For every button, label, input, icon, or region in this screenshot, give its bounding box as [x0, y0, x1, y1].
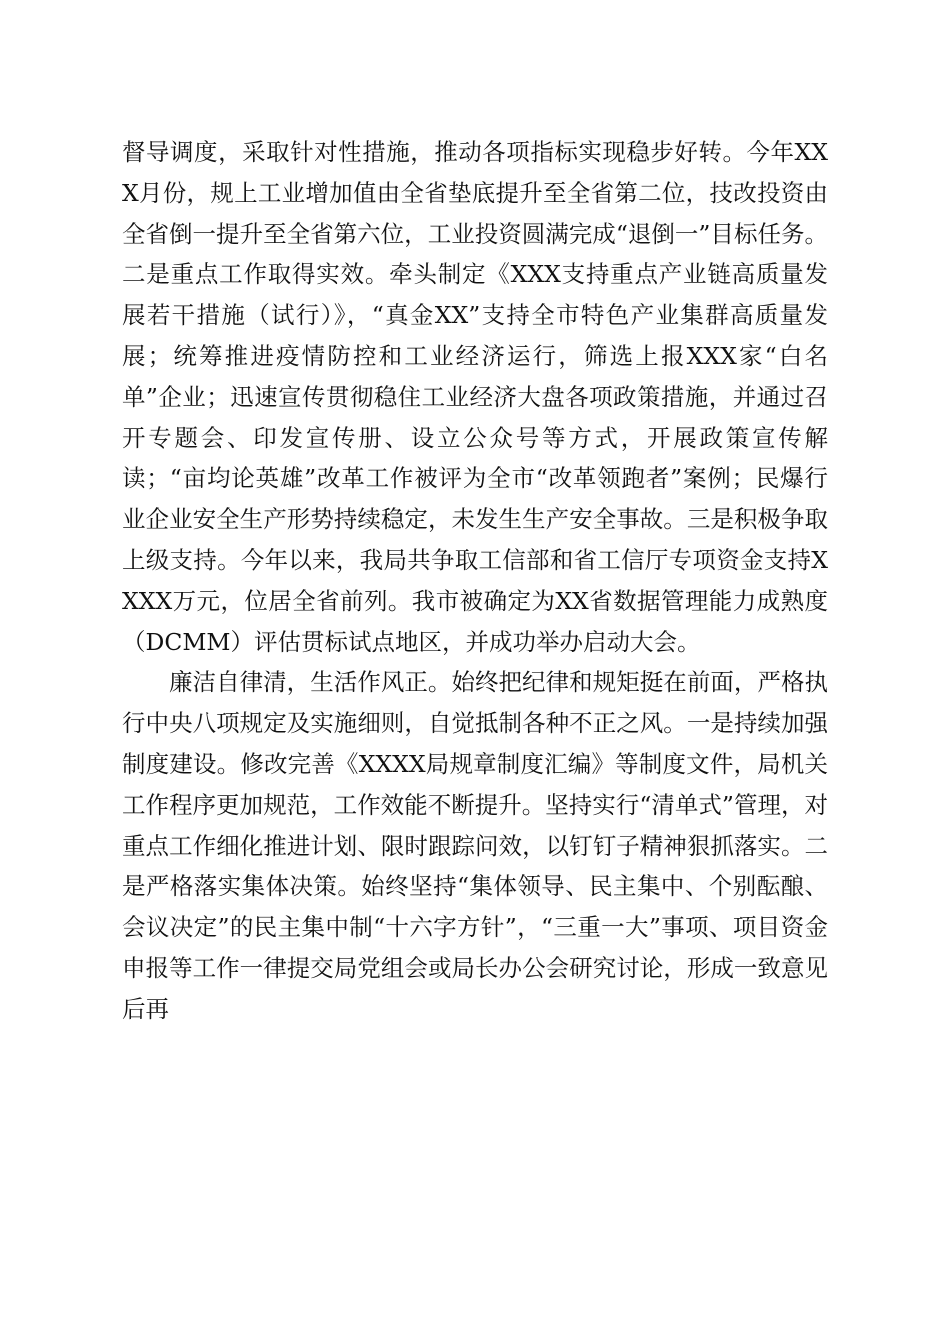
- document-body: [122, 132, 828, 1030]
- paragraph-integrity: 廉洁自律清，生活作风正。始终把纪律和规矩挺在前面，严格执行中央八项规定及实施细则，自觉抵制各种不正之风。一是持续加强制度建设。修改完善《XXXX局规章制度汇编》等制度文件，局机关工作程序更加规范，工作效能不断提升。坚持实行“清单式”管理，对重点工作细化推进计划、限时跟踪问效，以钉钉子精神狠抓落实。二是严格落实集体决策。始终坚持“集体领导、民主集中、个别酝酿、会议决定”的民主集中制“十六字方针”，“三重一大”事项、项目资金申报等工作一律提交局党组会或局长办公会研究讨论，形成一致意见后再: [122, 668, 828, 1023]
- paragraph-continued: 督导调度，采取针对性措施，推动各项指标实现稳步好转。今年XXX月份，规上工业增加值由全省垫底提升至全省第二位，技改投资由全省倒一提升至全省第六位，工业投资圆满完成“退倒一”目标任务。二是重点工作取得实效。牵头制定《XXX支持重点产业链高质量发展若干措施（试行）》，“真金XX”支持全市特色产业集群高质量发展；统筹推进疫情防控和工业经济运行，筛选上报XXX家“白名单”企业；迅速宣传贯彻稳住工业经济大盘各项政策措施，并通过召开专题会、印发宣传册、设立公众号等方式，开展政策宣传解读；“亩均论英雄”改革工作被评为全市“改革领跑者”案例；民爆行业企业安全生产形势持续稳定，未发生生产安全事故。三是积极争取上级支持。今年以来，我局共争取工信部和省工信厅专项资金支持XXXX万元，位居全省前列。我市被确定为XX省数据管理能力成熟度（DCMM）评估贯标试点地区，并成功举办启动大会。: [122, 138, 828, 656]
